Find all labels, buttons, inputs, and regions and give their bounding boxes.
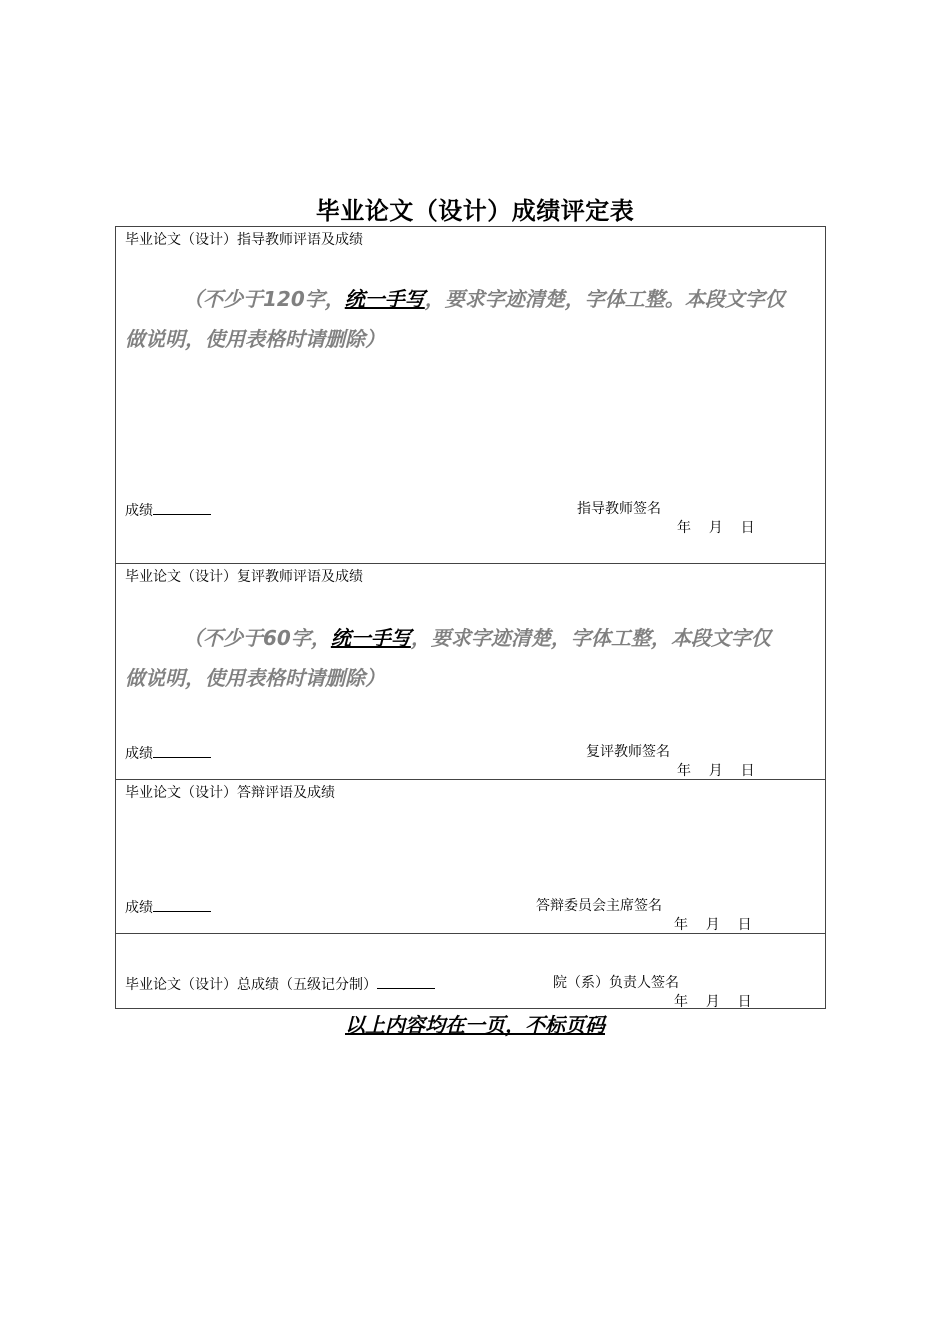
reviewer-comment-section — [116, 563, 825, 780]
defense-comment-section — [116, 779, 825, 934]
grade-blank[interactable] — [377, 973, 435, 989]
grade-blank[interactable] — [153, 742, 211, 758]
grade-label: 成绩 — [125, 503, 153, 519]
grade-field[interactable] — [125, 896, 211, 918]
department-head-signature-label: 院（系）负责人签名 — [553, 975, 679, 991]
grade-field[interactable] — [125, 742, 211, 764]
advisor-signature-label: 指导教师签名 — [577, 501, 661, 517]
date-line: 年 月 日 — [674, 994, 752, 1010]
instruction-note — [125, 618, 785, 698]
section-label: 毕业论文（设计）复评教师评语及成绩 — [125, 569, 363, 585]
total-grade-section — [116, 933, 825, 1010]
section-label: 毕业论文（设计）答辩评语及成绩 — [125, 785, 335, 801]
grade-blank[interactable] — [153, 896, 211, 912]
committee-chair-signature-label: 答辩委员会主席签名 — [536, 898, 662, 914]
evaluation-form — [115, 226, 826, 1009]
grade-label: 成绩 — [125, 746, 153, 762]
note-highlight: 统一手写 — [344, 287, 425, 311]
reviewer-signature-label: 复评教师签名 — [586, 744, 670, 760]
advisor-comment-section — [116, 227, 825, 563]
total-grade-label: 毕业论文（设计）总成绩（五级记分制） — [125, 977, 377, 993]
note-text: （不少于60字， — [183, 626, 331, 650]
page-title: 毕业论文（设计）成绩评定表 — [315, 197, 635, 225]
date-line: 年 月 日 — [677, 763, 755, 779]
note-text: ，要求字迹清楚，字体工整，本段文字仅做说明，使用表格时请删除） — [125, 626, 771, 690]
grade-blank[interactable] — [153, 499, 211, 515]
footer-note: 以上内容均在一页，不标页码 — [345, 1013, 605, 1037]
grade-label: 成绩 — [125, 900, 153, 916]
note-highlight: 统一手写 — [330, 626, 411, 650]
section-label: 毕业论文（设计）指导教师评语及成绩 — [125, 232, 363, 248]
instruction-note — [125, 279, 785, 359]
total-grade-field[interactable] — [125, 973, 435, 995]
note-text: ，要求字迹清楚，字体工整。本段文字仅做说明，使用表格时请删除） — [125, 287, 785, 351]
date-line: 年 月 日 — [677, 520, 755, 536]
date-line: 年 月 日 — [674, 917, 752, 933]
grade-field[interactable] — [125, 499, 211, 521]
note-text: （不少于120字， — [183, 287, 345, 311]
